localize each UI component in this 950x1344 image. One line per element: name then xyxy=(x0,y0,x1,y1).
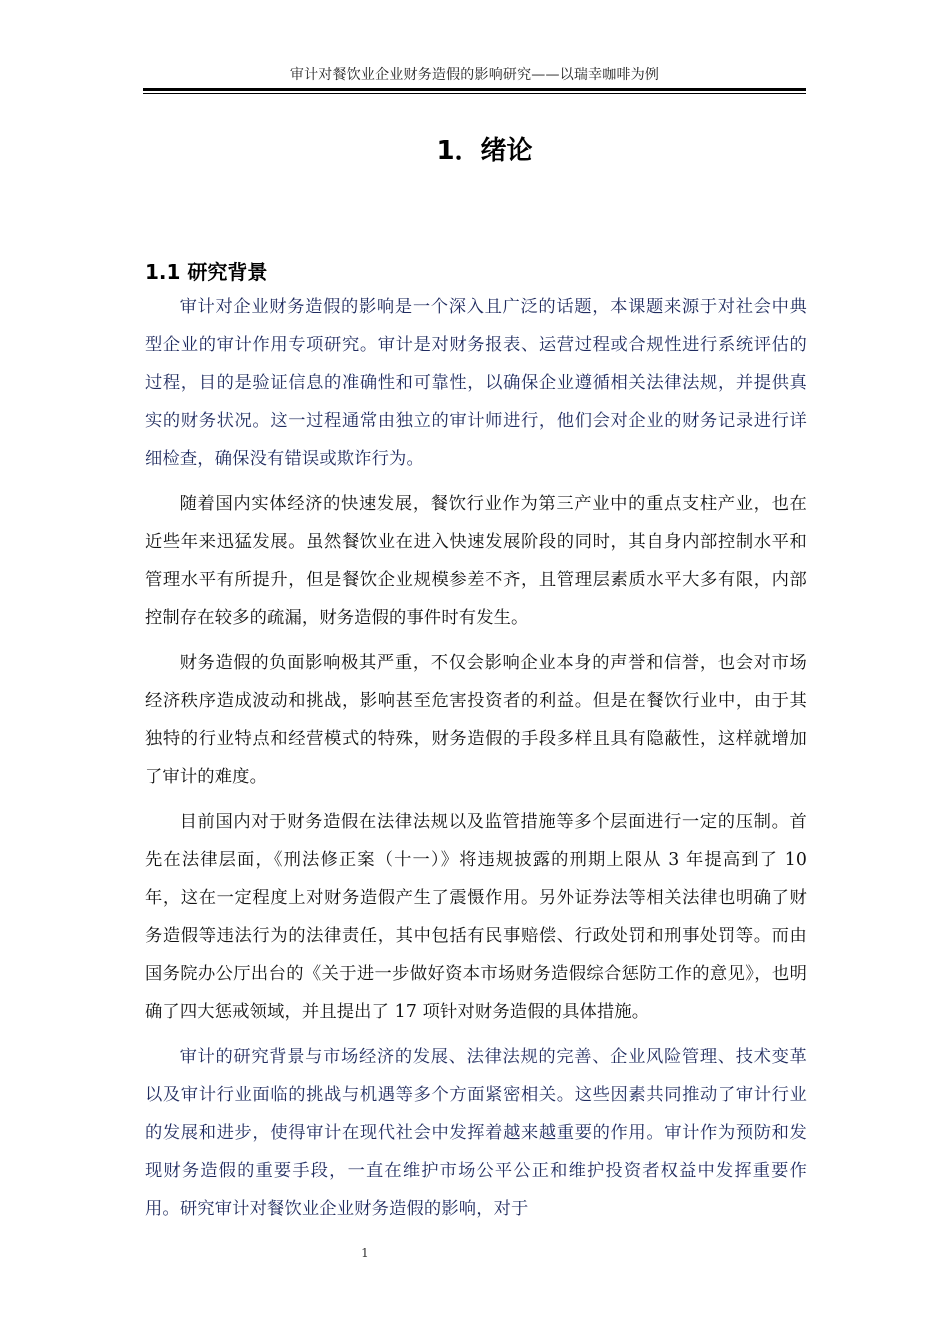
header-rule-thick xyxy=(143,88,806,91)
page-number: 1 xyxy=(361,1246,369,1260)
paragraph-research-background: 审计的研究背景与市场经济的发展、法律法规的完善、企业风险管理、技术变革以及审计行业面临的挑战与机遇等多个方面紧密相关。这些因素共同推动了审计行业的发展和进步，使得审计在现代社会中发挥着越来越重要的作用。审计作为预防和发现财务造假的重要手段，一直在维护市场公平公正和维护投资者权益中发挥重要作用。研究审计对餐饮业企业财务造假的影响，对于 xyxy=(145,1047,807,1219)
paragraph-catering-industry: 随着国内实体经济的快速发展，餐饮行业作为第三产业中的重点支柱产业，也在近些年来迅猛发展。虽然餐饮业在进入快速发展阶段的同时，其自身内部控制水平和管理水平有所提升，但是餐饮企业规模参差不齐，且管理层素质水平大多有限，内部控制存在较多的疏漏，财务造假的事件时有发生。 xyxy=(145,494,807,628)
paragraph-fraud-impact: 财务造假的负面影响极其严重，不仅会影响企业本身的声誉和信誉，也会对市场经济秩序造成波动和挑战，影响甚至危害投资者的利益。但是在餐饮行业中，由于其独特的行业特点和经营模式的特殊，财务造假的手段多样且具有隐蔽性，这样就增加了审计的难度。 xyxy=(145,653,807,787)
section-heading: 1.1 研究背景 xyxy=(145,259,268,284)
chapter-title: 1．绪论 xyxy=(436,136,533,167)
running-header: 审计对餐饮业企业财务造假的影响研究——以瑞幸咖啡为例 xyxy=(289,67,660,83)
paragraph-legal-regulation: 目前国内对于财务造假在法律法规以及监管措施等多个层面进行一定的压制。首先在法律层面，《刑法修正案（十一）》将违规披露的刑期上限从 3 年提高到了 10 年，这在一定程度上对财务造假产生了震慑作用。另外证券法等相关法律也明确了财务造假等违法行为的法律责任，其中包括有民事赔偿、行政处罚和刑事处罚等。而由国务院办公厅出台的《关于进一步做好资本市场财务造假综合惩防工作的意见》，也明确了四大惩戒领域，并且提出了 17 项针对财务造假的具体措施。 xyxy=(145,812,807,1022)
header-rule-thin xyxy=(143,93,806,94)
paragraph-audit-definition: 审计对企业财务造假的影响是一个深入且广泛的话题，本课题来源于对社会中典型企业的审计作用专项研究。审计是对财务报表、运营过程或合规性进行系统评估的过程，目的是验证信息的准确性和可靠性，以确保企业遵循相关法律法规，并提供真实的财务状况。这一过程通常由独立的审计师进行，他们会对企业的财务记录进行详细检查，确保没有错误或欺诈行为。 xyxy=(145,297,807,469)
body-text xyxy=(145,288,807,1235)
header-double-rule xyxy=(143,88,806,96)
